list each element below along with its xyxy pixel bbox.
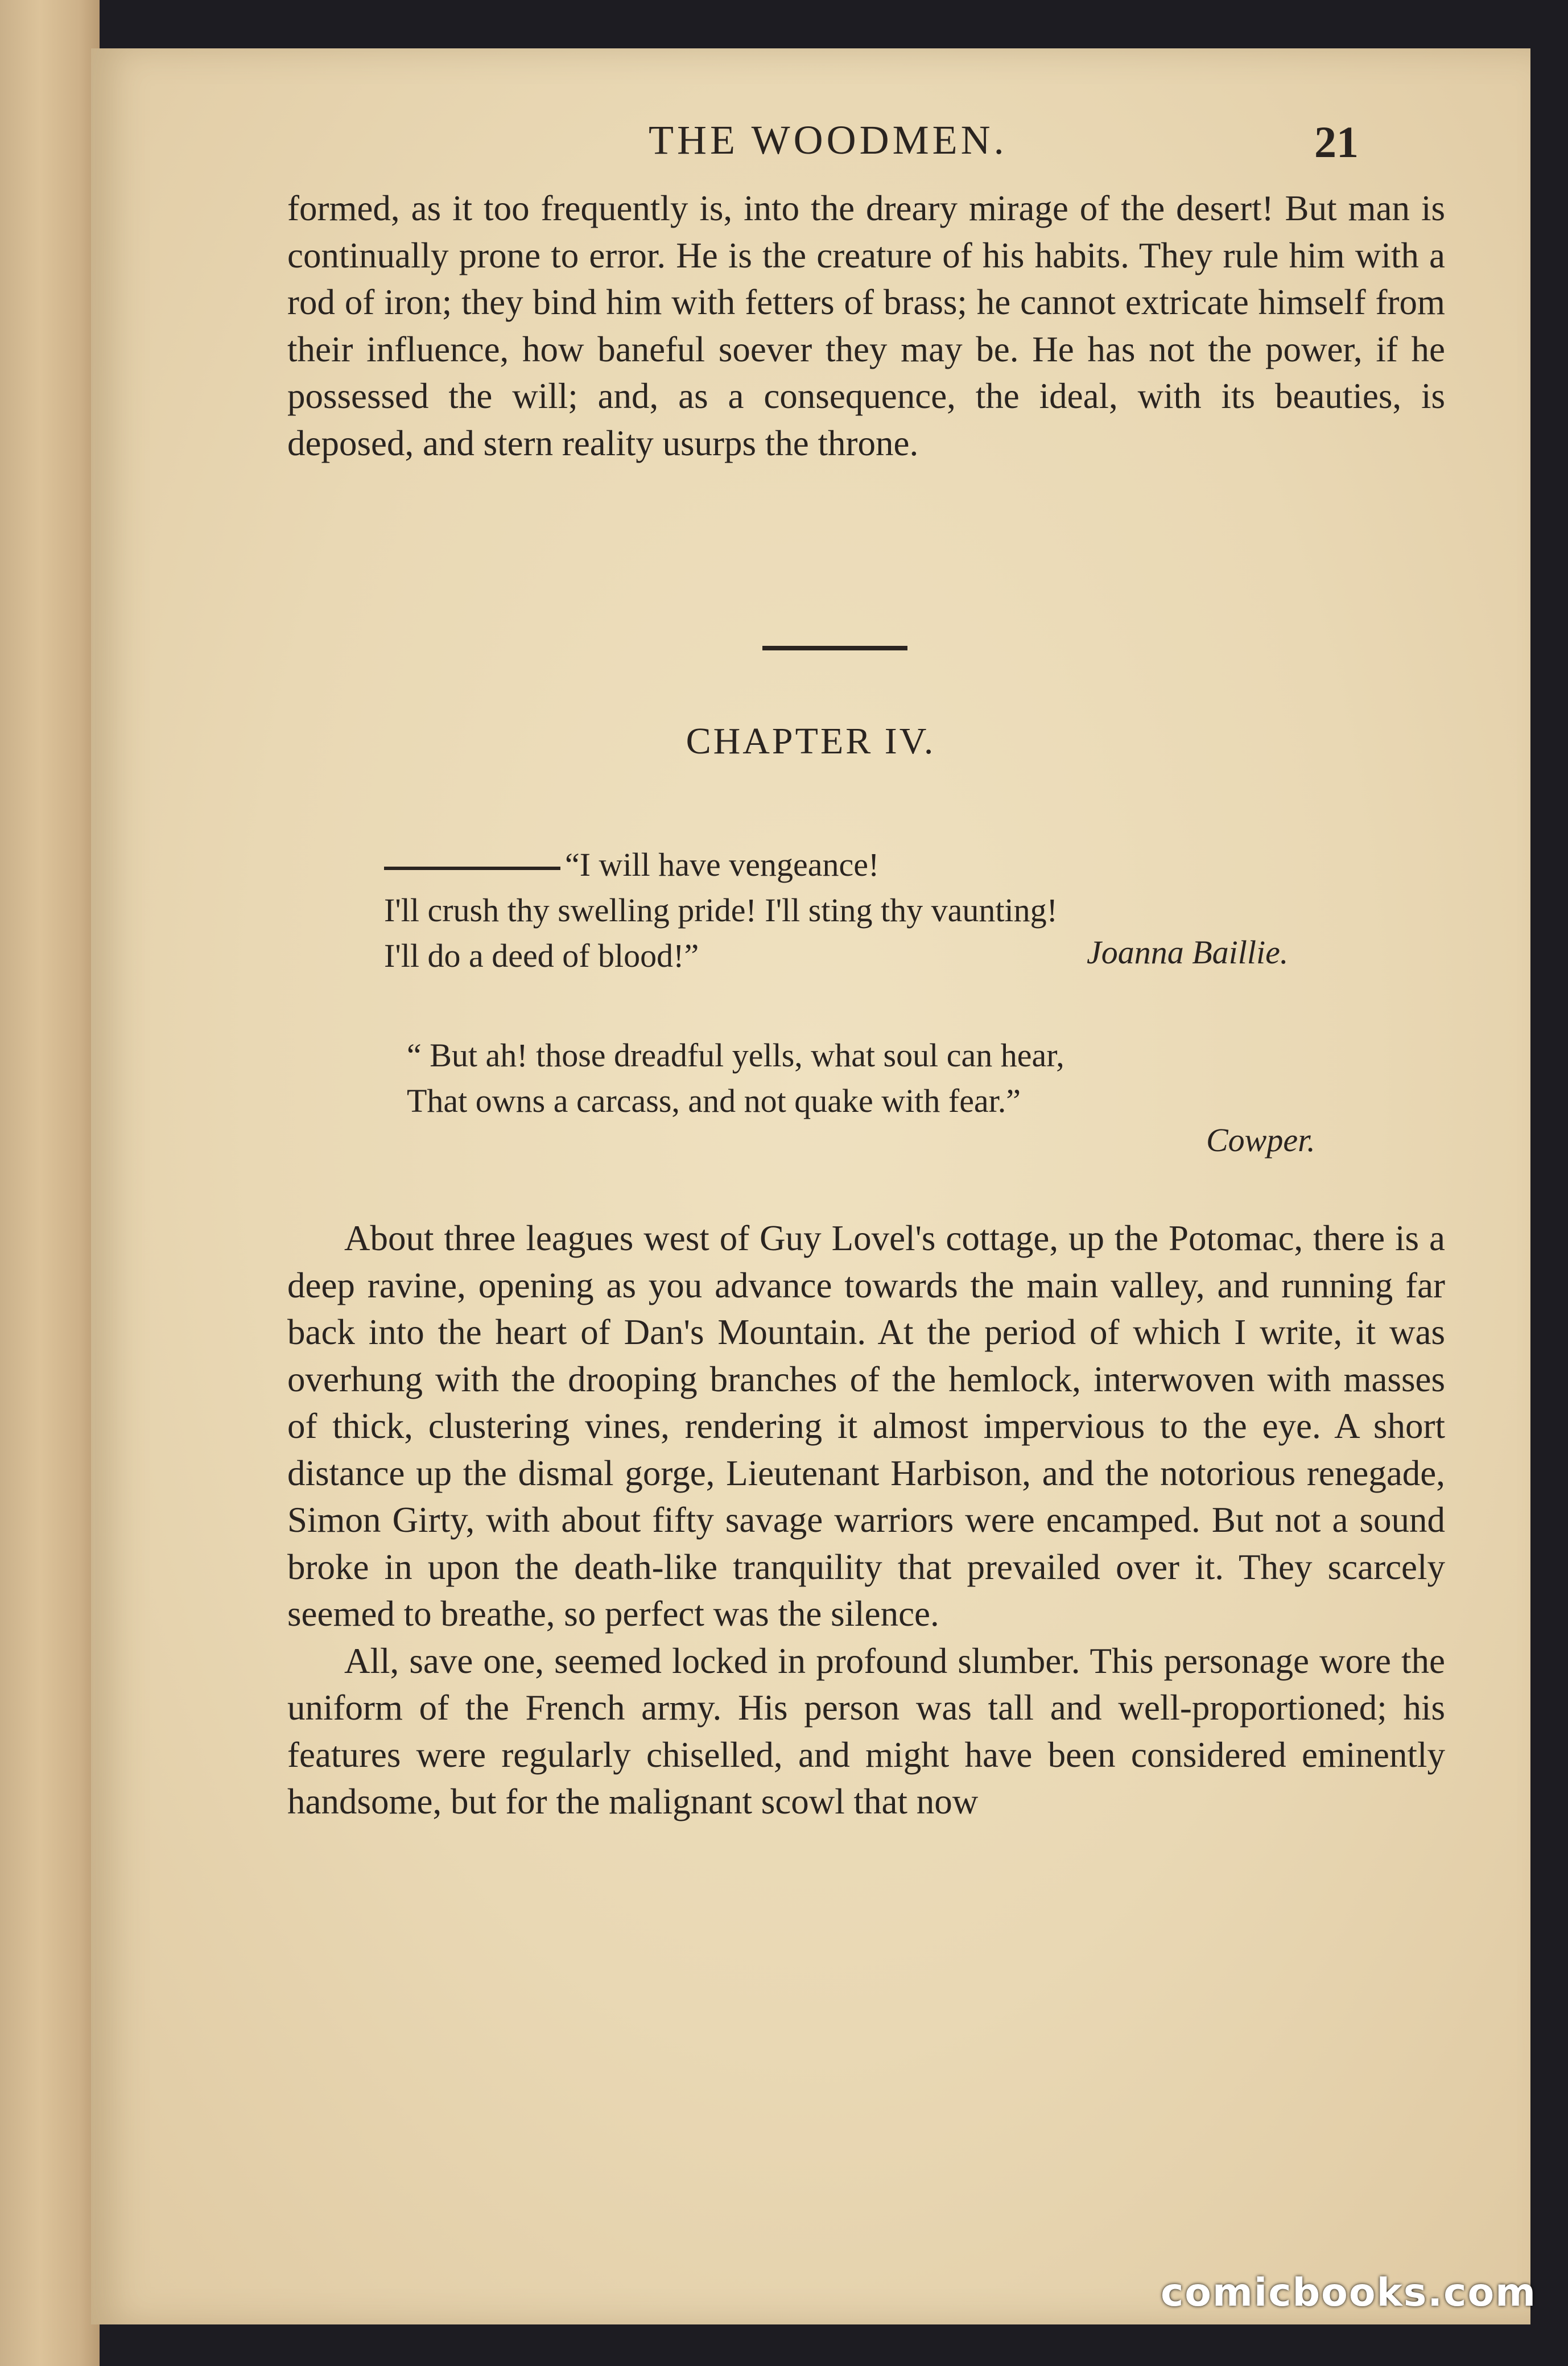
epigraph-cowper <box>407 1033 1064 1124</box>
paragraph: All, save one, seemed locked in profound slumber. This personage wore the uniform of the French army. His person was tall and well-proportioned; his features were regularly chiselled, and might have been considered eminently handsome, but for the malignant scowl that now <box>287 1640 1445 1821</box>
epigraph-attribution-cowper: Cowper. <box>1206 1122 1315 1159</box>
paragraph: About three leagues west of Guy Lovel's cottage, up the Potomac, there is a deep ravine, opening as you advance towards the main valley, and running far back into the heart of Dan's Mountain. At the period of which I write, it was overhung with the drooping branches of the hemlock, interwoven with masses of thick, clustering vines, rendering it almost impervious to the eye. A short distance up the dismal gorge, Lieutenant Harbison, and the notorious renegade, Simon Girty, with about fifty savage warriors were encamped. But not a sound broke in upon the death-like tranquility that prevailed over it. They scarcely seemed to breathe, so perfect was the silence. <box>287 1218 1445 1634</box>
chapter-heading: CHAPTER IV. <box>686 720 936 762</box>
book-spine <box>0 0 100 2366</box>
page-number: 21 <box>1314 117 1359 167</box>
chapter-text-block <box>287 1215 1445 1825</box>
epigraph-line: “I will have vengeance! <box>384 842 1058 888</box>
epigraph-line: I'll do a deed of blood!” <box>384 937 699 974</box>
running-head <box>91 117 1530 179</box>
epigraph-line: That owns a carcass, and not quake with fear.” <box>407 1082 1021 1119</box>
section-divider <box>762 646 907 650</box>
opening-text-block <box>287 185 1445 467</box>
epigraph-line: I'll crush thy swelling pride! I'll sting thy vaunting! <box>384 892 1058 929</box>
epigraph-baillie <box>384 842 1058 979</box>
book-page <box>91 48 1530 2324</box>
watermark: comicbooks.com <box>1161 2270 1537 2315</box>
epigraph-attribution-baillie: Joanna Baillie. <box>1087 934 1289 971</box>
running-title: THE WOODMEN. <box>649 117 1008 163</box>
opening-paragraph: formed, as it too frequently is, into the dreary mirage of the desert! But man is continually prone to error. He is the creature of his habits. They rule him with a rod of iron; they bind him with fetters of brass; he cannot extricate himself from their influence, how baneful soever they may be. He has not the power, if he possessed the will; and, as a consequence, the ideal, with its beauties, is deposed, and stern reality usurps the throne. <box>287 188 1445 463</box>
em-dash-rule <box>384 867 560 870</box>
epigraph-line: “ But ah! those dreadful yells, what soul can hear, <box>407 1037 1064 1074</box>
